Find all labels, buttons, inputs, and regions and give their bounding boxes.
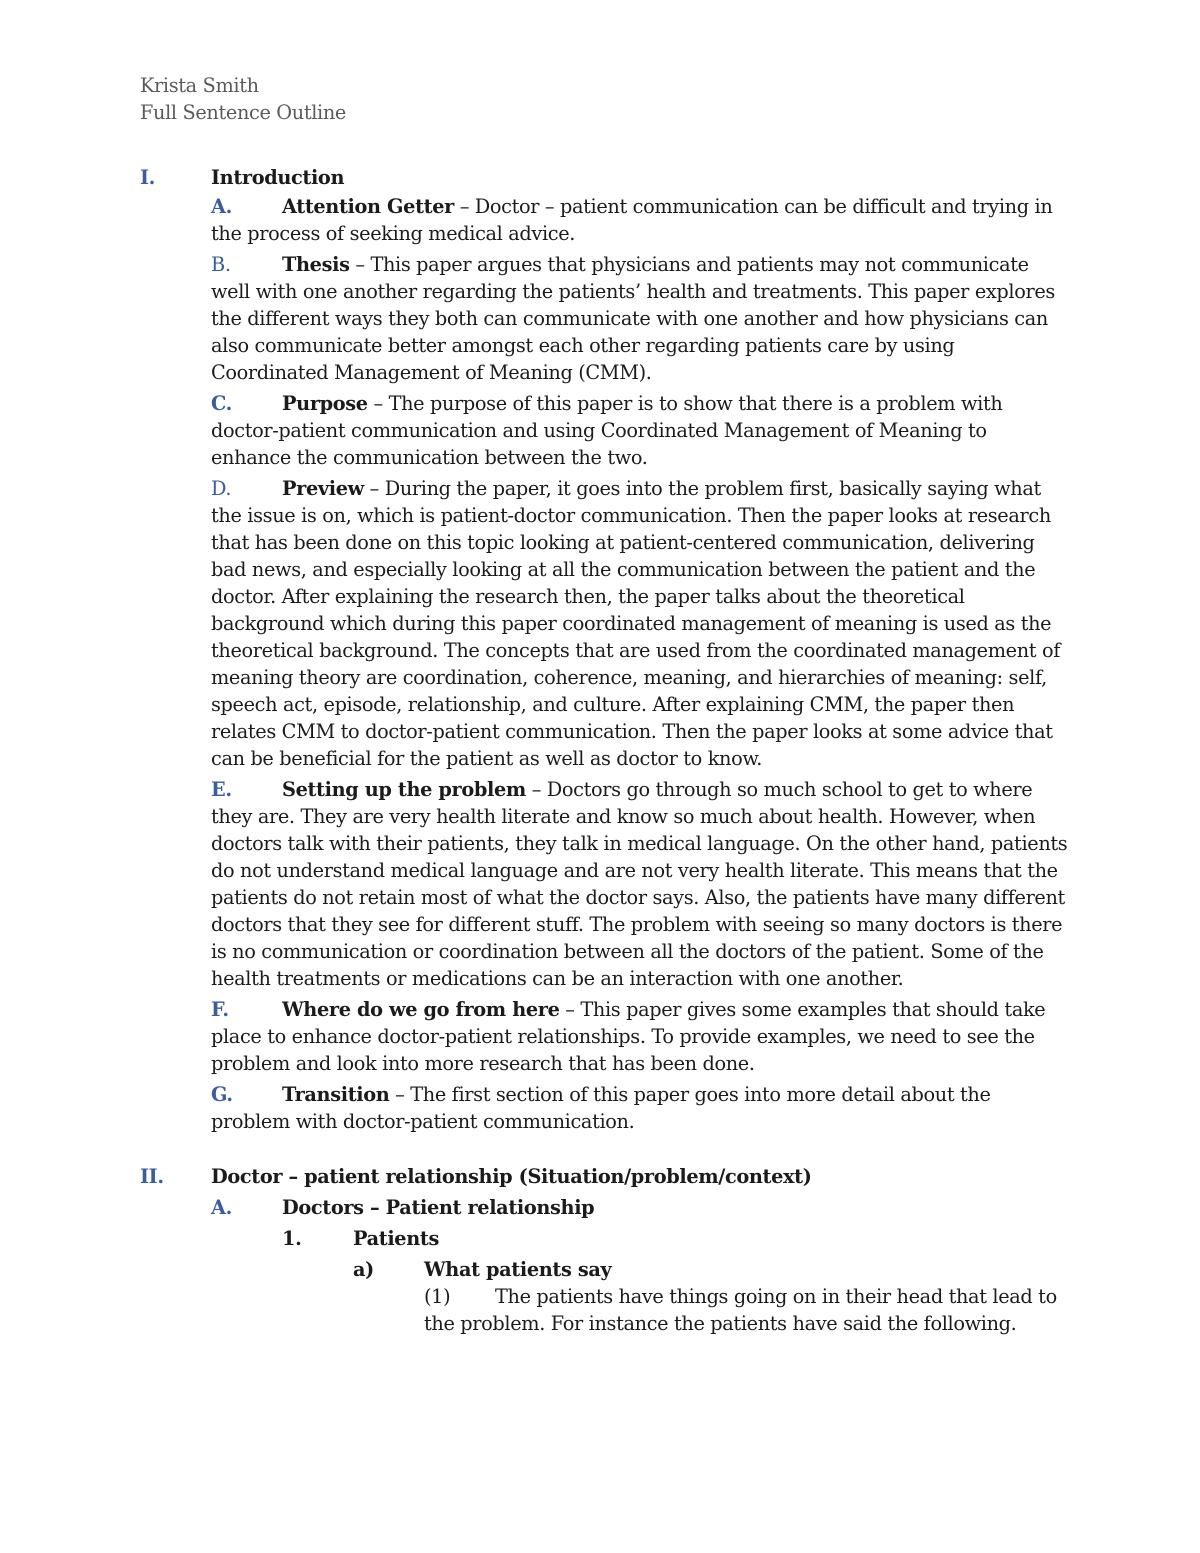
item-dash: –	[525, 778, 547, 801]
item-label: Attention Getter	[282, 195, 454, 218]
item-text: The first section of this paper goes into more detail about the problem with doctor-patient communication.	[211, 1083, 991, 1133]
outline-item-attention-getter	[140, 193, 1070, 247]
item-text: During the paper, it goes into the problem first, basically saying what the issue is on, which is patient-doctor communication. Then the paper looks at research that has been done on this topic looking at patient-centered communication, delivering bad news, and especially looking at all the communication between the patient and the doctor. After explaining the research then, the paper talks about the theoretical background which during this paper coordinated management of meaning is used as the theoretical background. The concepts that are used from the coordinated management of meaning theory are coordination, coherence, meaning, and hierarchies of meaning: self, speech act, episode, relationship, and culture. After explaining CMM, the paper then relates CMM to doctor-patient communication. Then the paper looks at some advice that can be beneficial for the patient as well as doctor to know.	[211, 477, 1060, 770]
item-dash: –	[389, 1083, 411, 1106]
item-label: Transition	[282, 1083, 390, 1106]
item-letter: G.	[211, 1083, 233, 1106]
section-title: Introduction	[211, 166, 345, 189]
item-dash: –	[559, 998, 581, 1021]
item-number: 1.	[282, 1227, 302, 1250]
item-number: (1)	[424, 1285, 451, 1308]
author-name: Krista Smith	[140, 74, 259, 97]
item-text: This paper argues that physicians and patients may not communicate well with one another regarding the patients’ health and treatments. This paper explores the different ways they both can communicate with one another and how physicians can also communicate better amongst each other regarding patients care by using Coordinated Management of Meaning (CMM).	[211, 253, 1055, 384]
item-letter: E.	[211, 778, 232, 801]
item-letter: a)	[353, 1258, 374, 1281]
item-label: Doctors – Patient relationship	[282, 1196, 595, 1219]
outline-item-where-do-we-go	[140, 996, 1070, 1077]
section-numeral: II.	[140, 1165, 164, 1188]
item-text: Doctors go through so much school to get to where they are. They are very health literate and know so much about health. However, when doctors talk with their patients, they talk in medical language. On the other hand, patients do not understand medical language and are not very health literate. This means that the patients do not retain most of what the doctor says. Also, the patients have many different doctors that they see for different stuff. The problem with seeing so many doctors is there is no communication or coordination between all the doctors of the patient. Some of the health treatments or medications can be an interaction with one another.	[211, 778, 1068, 990]
item-label: Purpose	[282, 392, 368, 415]
item-label: Where do we go from here	[282, 998, 560, 1021]
section-introduction	[140, 164, 1070, 1135]
item-dash: –	[349, 253, 371, 276]
document-header	[140, 72, 346, 126]
outline-item-preview	[140, 475, 1070, 772]
outline-item-setting-up-problem	[140, 776, 1070, 992]
item-dash: –	[453, 195, 475, 218]
item-letter: A.	[211, 195, 232, 218]
item-letter: C.	[211, 392, 233, 415]
subsection-item-what-patients-say	[140, 1256, 1070, 1283]
subsection-point	[140, 1283, 1070, 1337]
subsection-item-patients	[140, 1225, 1070, 1252]
section-heading	[140, 164, 1070, 191]
item-dash: –	[363, 477, 385, 500]
item-letter: A.	[211, 1196, 232, 1219]
section-numeral: I.	[140, 166, 156, 189]
item-text: The patients have things going on in their head that lead to the problem. For instance the patients have said the following.	[424, 1285, 1057, 1335]
item-text: The purpose of this paper is to show that there is a problem with doctor-patient communication and using Coordinated Management of Meaning to enhance the communication between the two.	[211, 392, 1003, 469]
outline-item-transition	[140, 1081, 1070, 1135]
subsection-heading	[140, 1194, 1070, 1221]
item-label: What patients say	[424, 1258, 612, 1281]
outline-item-thesis	[140, 251, 1070, 386]
section-heading	[140, 1163, 1070, 1190]
section-title: Doctor – patient relationship (Situation/problem/context)	[211, 1165, 812, 1188]
item-label: Preview	[282, 477, 364, 500]
item-label: Thesis	[282, 253, 350, 276]
item-letter: B.	[211, 253, 231, 276]
item-letter: F.	[211, 998, 229, 1021]
item-label: Patients	[353, 1227, 439, 1250]
outline-item-purpose	[140, 390, 1070, 471]
item-text: This paper gives some examples that should take place to enhance doctor-patient relationships. To provide examples, we need to see the problem and look into more research that has been done.	[211, 998, 1046, 1075]
item-text: Doctor – patient communication can be difficult and trying in the process of seeking medical advice.	[211, 195, 1053, 245]
document-type: Full Sentence Outline	[140, 101, 346, 124]
section-doctor-patient-relationship	[140, 1163, 1070, 1337]
item-letter: D.	[211, 477, 232, 500]
item-dash: –	[367, 392, 389, 415]
item-label: Setting up the problem	[282, 778, 526, 801]
